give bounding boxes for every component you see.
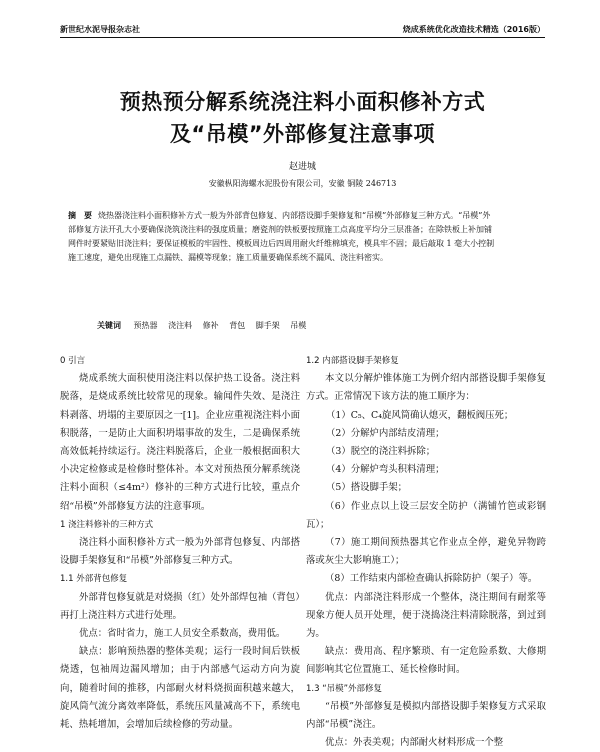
list-item: （1）C₅、C₄旋风筒确认熄灭，翻板阀压死； [326, 409, 514, 421]
author-name: 赵进城 [288, 162, 316, 172]
section-heading: 1.3 “吊模”外部修复 [306, 683, 383, 694]
title-line-1: 预热预分解系统浇注料小面积修补方式 [119, 90, 486, 114]
list-item: （3）脱空的浇注料拆除； [326, 446, 436, 458]
abstract-label: 摘 要 [68, 210, 92, 220]
body-paragraph: 烧成系统大面积使用浇注料以保护热工设备。浇注料脱落，是烧成系统比较常见的现象。输闻件失效、是浇注料剥落、坍塌的主要原因之一[1]。企业应重视浇注料小面积脱落，一是防止大面积坍塌事故的发生，二是确保系统高效低耗持续运行。浇注料脱落后，企业一般根据面积大小决定检修或是检修时整体补。本文对预热预分解系统浇注料小面积（≤4m²）修补的三种方式进行比较，重点介绍“吊模”外部修复方法的注意事项。 [60, 373, 300, 512]
body-paragraph: 优点：内部浇注料形成一个整体，浇注期间有耐浆等现象方便人员开处理，便于浇捣浇注料清除脱落，到过到为。 [306, 591, 546, 640]
keyword: 浇注料 [168, 321, 193, 330]
list-item: （4）分解炉弯头积料清理； [326, 464, 445, 476]
body-column-left [60, 352, 300, 734]
keyword: 修补 [202, 321, 219, 330]
header-rule [60, 37, 545, 38]
abstract-text: 烧热器浇注料小面积修补方式一般为外部背包修复、内部搭设脚手架修复和“吊模”外部修复三种方式。“吊模”外部修复方法开孔大小要确保浇筑浇注料的强度质量；磨瓷剂的铁板要按照施工点高度平均分三层准备；在除铁板上补加铺网件时要紧贴旧浇注料；要保证模板的牢固性、模板周边后四周用耐火纤维棉填充，模具牢不固；最后敲取 1 毫大小控制施工速度，避免出现施工点漏铁、漏模等现象；施工质量要确保系统不漏风、浇注料密实。 [68, 211, 495, 262]
list-item: （7）施工期间预热器其它作业点全停，避免异物跨落或灰尘大影响施工）； [306, 537, 546, 567]
abstract [68, 208, 498, 265]
body-paragraph: 浇注料小面积修补方式一般为外部背包修复、内部搭设脚手架修复和“吊模”外部修复三种方式。 [60, 537, 300, 567]
list-item: （5）搭设脚手架； [326, 482, 407, 494]
author-affiliation: 安徽枞阳海螺水泥股份有限公司，安徽 铜陵 246713 [208, 179, 397, 188]
body-paragraph: “吊模”外部修复是模拟内部搭设脚手架修复方式采取内部“吊模”浇注。 [306, 700, 546, 731]
keywords-label: 关键词 [97, 320, 121, 330]
body-paragraph: 外部背包修复就是对烧损（红）处外部焊包袖（背包）再打上浇注料方式进行处理。 [60, 591, 300, 621]
list-item: （2）分解炉内部结皮清理； [326, 427, 445, 439]
keyword: 预热器 [133, 321, 158, 330]
keyword: 背包 [229, 321, 246, 330]
body-paragraph: 本文以分解炉锥体施工为例介绍内部搭设脚手架修复方式。正常情况下该方法的施工顺序为： [306, 373, 546, 403]
body-paragraph: 优点：外表美观；内部耐火材料形成一个整 [325, 737, 504, 749]
keyword: 吊模 [290, 321, 307, 330]
title-line-2: 及“吊模”外部修复注意事项 [169, 122, 436, 146]
body-paragraph: 缺点：影响预热器的整体美观；运行一段时间后铁板烧透，包袖周边漏风增加；由于内部感气运动方向为旋向，随着时间的推移，内部耐火材料烧损面积越来越大，旋风筒气流分离效率降低，系统压风量减高不下，系统电耗、热耗增加，会增加后续检修的劳动量。 [60, 646, 300, 731]
section-heading: 0 引言 [60, 356, 86, 366]
collection-name: 烧成系统优化改造技术精选（2016版） [402, 25, 545, 34]
section-heading: 1.1 外部背包修复 [60, 574, 128, 585]
section-heading: 1.2 内部搭设脚手架修复 [306, 356, 399, 366]
list-item: （8）工作结束内部检查确认拆除防护（架子）等。 [325, 573, 538, 585]
body-paragraph: 缺点：费用高、程序繁琐、有一定危险系数、大修期间影响其它位置施工、延长检修时间。 [306, 646, 546, 676]
keywords [97, 320, 314, 331]
body-paragraph: 优点：省时省力，施工人员安全系数高，费用低。 [79, 628, 286, 640]
section-heading: 1 浇注料修补的三种方式 [60, 519, 154, 530]
list-item: （6）作业点以上设三层安全防护（满铺竹笆或彩钢瓦）； [306, 500, 546, 530]
publisher-name: 新世纪水泥导报杂志社 [60, 25, 140, 34]
body-column-right [306, 352, 546, 752]
keyword: 脚手架 [255, 321, 280, 330]
